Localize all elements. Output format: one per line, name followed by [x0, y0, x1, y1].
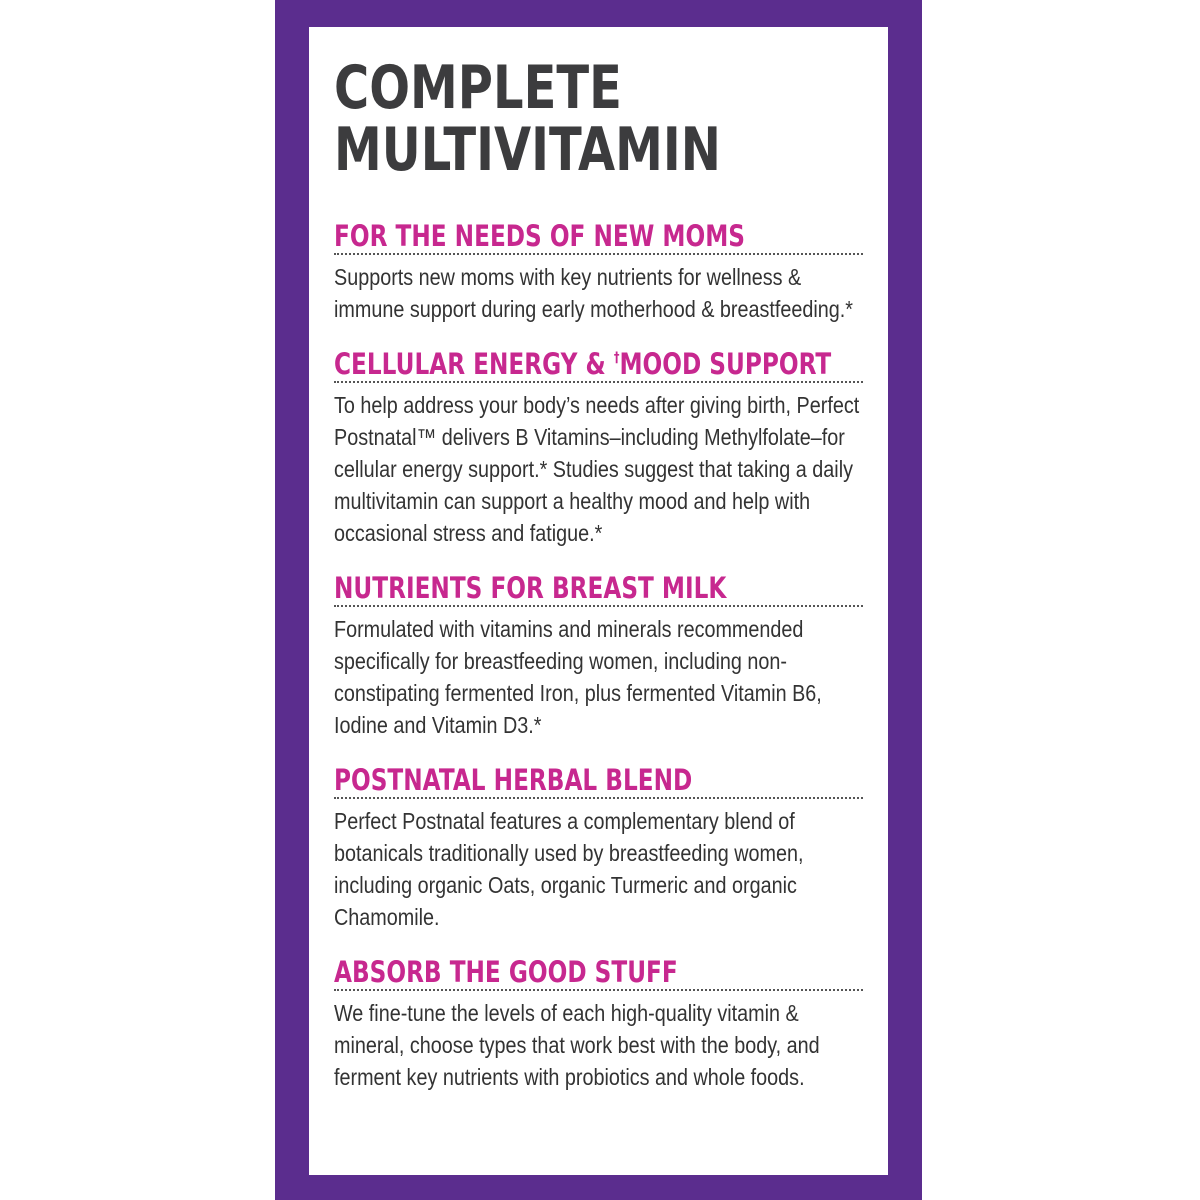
- section-heading: FOR THE NEEDS OF NEW MOMS: [334, 219, 746, 253]
- section-heading: NUTRIENTS FOR BREAST MILK: [334, 571, 727, 605]
- dotted-divider: [334, 253, 863, 255]
- section-herbal-blend: [334, 763, 863, 933]
- dotted-divider: [334, 797, 863, 799]
- dotted-divider: [334, 381, 863, 383]
- section-body: To help address your body’s needs after giving birth, Perfect Postnatal™ delivers B Vitamins–including Methylfolate–for cellular energy support.* Studies suggest that taking a daily multivitamin can support a healthy mood and help with occasional stress and fatigue.*: [334, 392, 860, 546]
- section-body: Supports new moms with key nutrients for wellness & immune support during early motherhood & breastfeeding.*: [334, 264, 853, 322]
- section-good-stuff: [334, 955, 863, 1093]
- section-energy-mood: [334, 347, 863, 549]
- dotted-divider: [334, 989, 863, 991]
- title-line-2: MULTIVITAMIN: [334, 115, 721, 185]
- card-content: [334, 53, 863, 1115]
- content-card: [309, 27, 888, 1175]
- dotted-divider: [334, 605, 863, 607]
- dagger-mark: †: [613, 350, 620, 366]
- purple-frame: [275, 0, 922, 1200]
- heading-part-1: CELLULAR ENERGY &: [334, 347, 614, 381]
- section-body: Formulated with vitamins and minerals recommended specifically for breastfeeding women, including non-constipating fermented Iron, plus fermented Vitamin B6, Iodine and Vitamin D3.*: [334, 616, 822, 738]
- page-title: [334, 53, 870, 185]
- title-line-1: COMPLETE: [334, 53, 622, 123]
- section-heading: ABSORB THE GOOD STUFF: [334, 955, 678, 989]
- section-heading: [334, 347, 863, 381]
- section-breast-milk: [334, 571, 863, 741]
- section-new-moms: [334, 219, 863, 325]
- feature-sections: [334, 219, 863, 1093]
- section-body: We fine-tune the levels of each high-quality vitamin & mineral, choose types that work best with the body, and ferment key nutrients with probiotics and whole foods.: [334, 1000, 820, 1090]
- section-body: Perfect Postnatal features a complementary blend of botanicals traditionally used by breastfeeding women, including organic Oats, organic Turmeric and organic Chamomile.: [334, 808, 804, 930]
- section-heading: POSTNATAL HERBAL BLEND: [334, 763, 693, 797]
- heading-part-2: MOOD SUPPORT: [619, 347, 832, 381]
